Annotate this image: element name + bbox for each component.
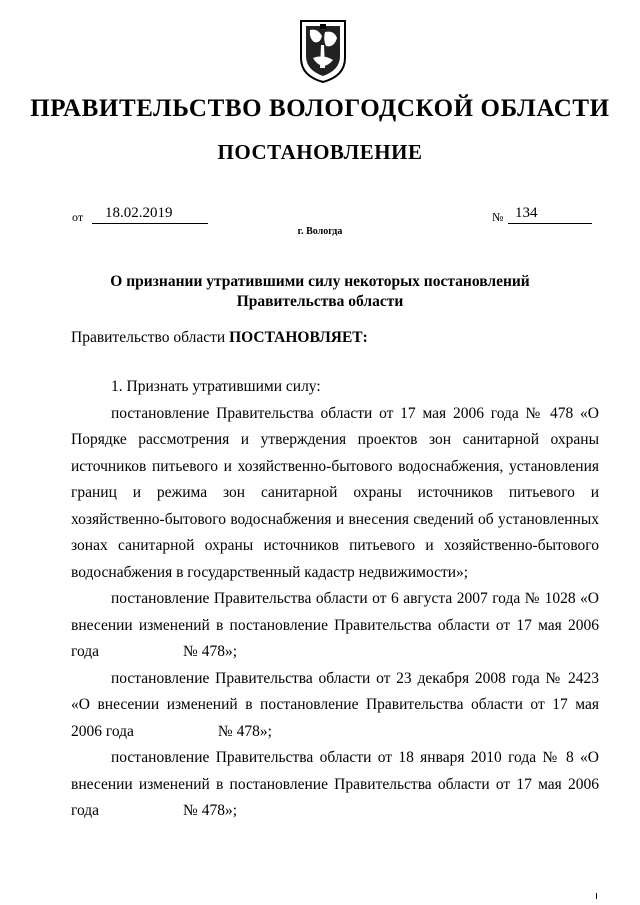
number-label: №: [492, 210, 504, 224]
paragraph-2-text: постановление Правительства области от 6 августа 2007 года № 1028 «О внесении изменений в постановление Правительства области от 17 мая 2006 года: [71, 590, 599, 660]
document-type: ПОСТАНОВЛЕНИЕ: [217, 140, 423, 164]
vologda-coat-of-arms-icon: [298, 18, 348, 84]
paragraph-1: постановление Правительства области от 17 мая 2006 года № 478 «О Порядке рассмотрения и утверждения проектов зон санитарной охраны источников питьевого и хозяйственно-бытового водоснабжения, установления границ и режима зон санитарной охраны источников питьевого и хозяйственно-бытового водоснабжения и внесения сведений об установленных зонах санитарной охраны источников питьевого и хозяйственно-бытового водоснабжения в государственный кадастр недвижимости»;: [71, 404, 599, 581]
document-subject: [80, 272, 560, 312]
city: г. Вологда: [297, 226, 343, 237]
paragraph-4: [71, 745, 599, 825]
decree-prefix: Правительство области: [71, 329, 226, 346]
paragraph-3-text: постановление Правительства области от 23 декабря 2008 года № 2423 «О внесении изменений в постановление Правительства области от 17 мая 2006 года: [71, 669, 599, 740]
paragraph-4-text: постановление Правительства области от 18 января 2010 года № 8 «О внесении изменений в постановление Правительства области от 17 мая 2006 года: [71, 749, 599, 819]
subject-line-2: Правительства области: [236, 293, 404, 310]
paragraph-3-tail: № 478»;: [217, 722, 272, 740]
government-title: ПРАВИТЕЛЬСТВО ВОЛОГОДСКОЙ ОБЛАСТИ: [30, 95, 610, 122]
document-number: 134: [515, 205, 538, 221]
date-label: от: [72, 210, 84, 224]
paragraph-2: [71, 586, 599, 666]
item-1: 1. Признать утратившими силу:: [111, 378, 321, 395]
document-date: 18.02.2019: [105, 205, 173, 221]
paragraph-3: [71, 666, 599, 746]
paragraph-4-tail: № 478»;: [183, 802, 238, 819]
decree-bold: ПОСТАНОВЛЯЕТ:: [229, 329, 368, 346]
paragraph-2-tail: № 478»;: [183, 643, 238, 660]
document-body: [71, 328, 599, 825]
page-edge-mark: [596, 893, 597, 899]
decree-line: [71, 328, 599, 348]
subject-line-1: О признании утратившими силу некоторых постановлений: [110, 273, 530, 290]
